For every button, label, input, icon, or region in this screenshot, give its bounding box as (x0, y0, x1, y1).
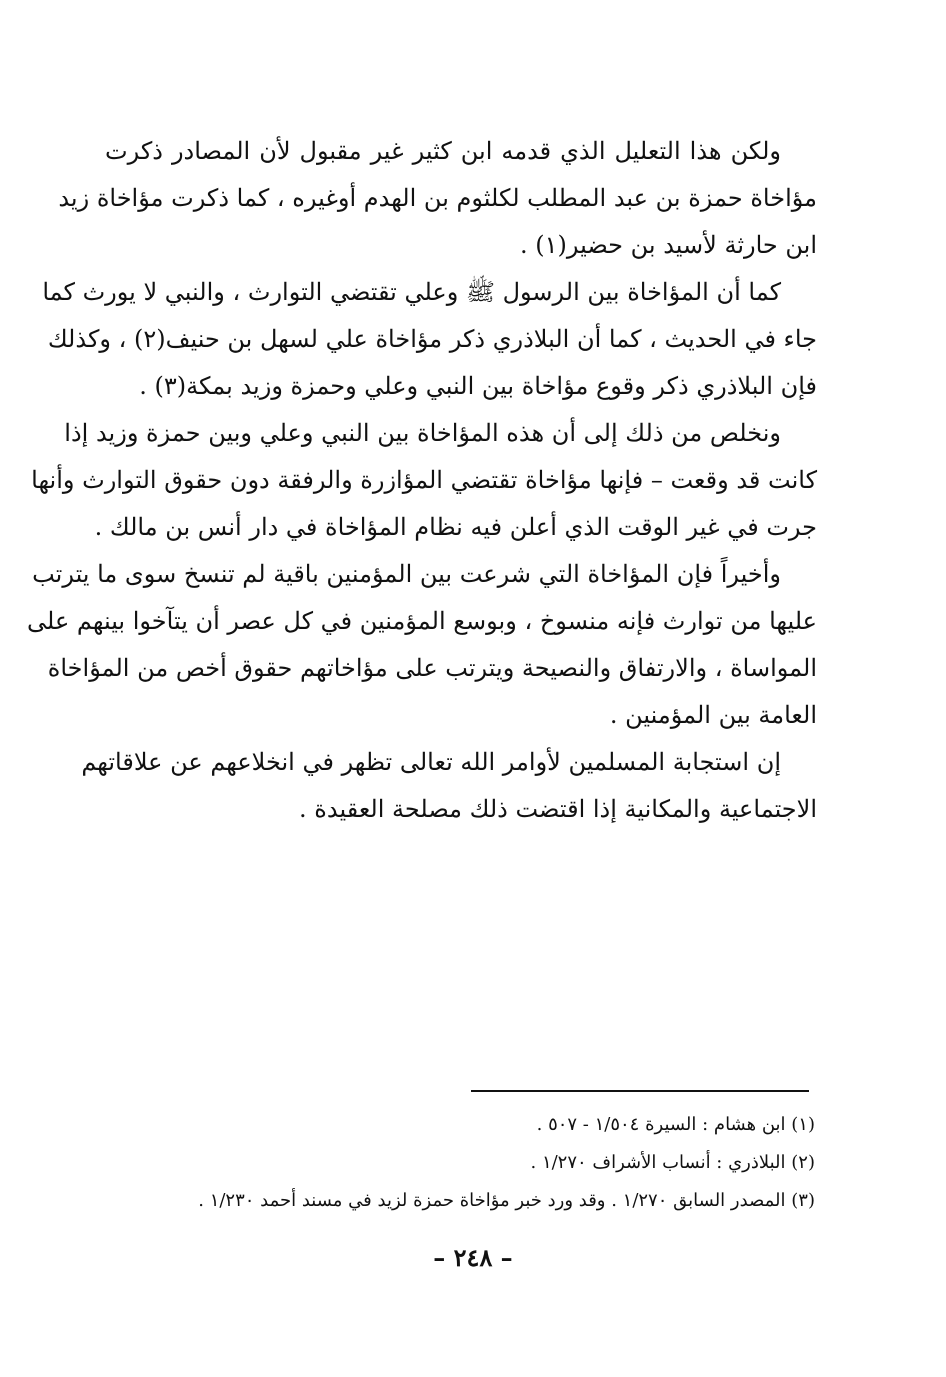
text-line: وأخيراً فإن المؤاخاة التي شرعت بين المؤمنين باقية لم تنسخ سوى ما يترتب (32, 560, 781, 588)
text-line: ونخلص من ذلك إلى أن هذه المؤاخاة بين النبي وعلي وبين حمزة وزيد إذا (64, 419, 781, 447)
footnote-1: (١) ابن هشام : السيرة ١/٥٠٤ - ٥٠٧ . (536, 1114, 815, 1135)
paragraph-2 (42, 269, 817, 410)
text-line: مؤاخاة حمزة بن عبد المطلب لكلثوم بن الهدم أوغيره ، كما ذكرت مؤاخاة زيد (58, 184, 817, 212)
text-line: كما أن المؤاخاة بين الرسول ﷺ وعلي تقتضي التوارث ، والنبي لا يورث كما (42, 278, 781, 306)
text-line: جرت في غير الوقت الذي أعلن فيه نظام المؤاخاة في دار أنس بن مالك . (94, 513, 817, 541)
paragraph-3 (31, 410, 817, 551)
text-line: المواساة ، والارتفاق والنصيحة ويترتب على مؤاخاتهم حقوق أخص من المؤاخاة (47, 654, 817, 682)
paragraph-4 (27, 551, 817, 739)
text-line: ولكن هذا التعليل الذي قدمه ابن كثير غير مقبول لأن المصادر ذكرت (105, 137, 781, 165)
footnote-3: (٣) المصدر السابق ١/٢٧٠ . وقد ورد خبر مؤاخاة حمزة لزيد في مسند أحمد ١/٢٣٠ . (198, 1190, 815, 1211)
paragraph-5 (81, 739, 817, 833)
main-text (27, 128, 817, 833)
text-line: العامة بين المؤمنين . (609, 701, 817, 729)
footnotes (155, 1106, 815, 1220)
page-number: – ٢٤٨ – (433, 1243, 513, 1272)
footnote-divider (471, 1090, 809, 1092)
text-line: كانت قد وقعت – فإنها مؤاخاة تقتضي المؤازرة والرفقة دون حقوق التوارث وأنها (31, 466, 817, 494)
text-line: فإن البلاذري ذكر وقوع مؤاخاة بين النبي وعلي وحمزة وزيد بمكة(٣) . (139, 372, 817, 400)
paragraph-1 (58, 128, 817, 269)
footnote-2: (٢) البلاذري : أنساب الأشراف ١/٢٧٠ . (530, 1152, 815, 1173)
text-line: ابن حارثة لأسيد بن حضير(١) . (519, 231, 817, 259)
text-line: إن استجابة المسلمين لأوامر الله تعالى تظهر في انخلاعهم عن علاقاتهم (81, 748, 781, 776)
text-line: الاجتماعية والمكانية إذا اقتضت ذلك مصلحة العقيدة . (299, 795, 817, 823)
text-line: جاء في الحديث ، كما أن البلاذري ذكر مؤاخاة علي لسهل بن حنيف(٢) ، وكذلك (47, 325, 817, 353)
text-line: عليها من توارث فإنه منسوخ ، وبوسع المؤمنين في كل عصر أن يتآخوا بينهم على (27, 607, 817, 635)
